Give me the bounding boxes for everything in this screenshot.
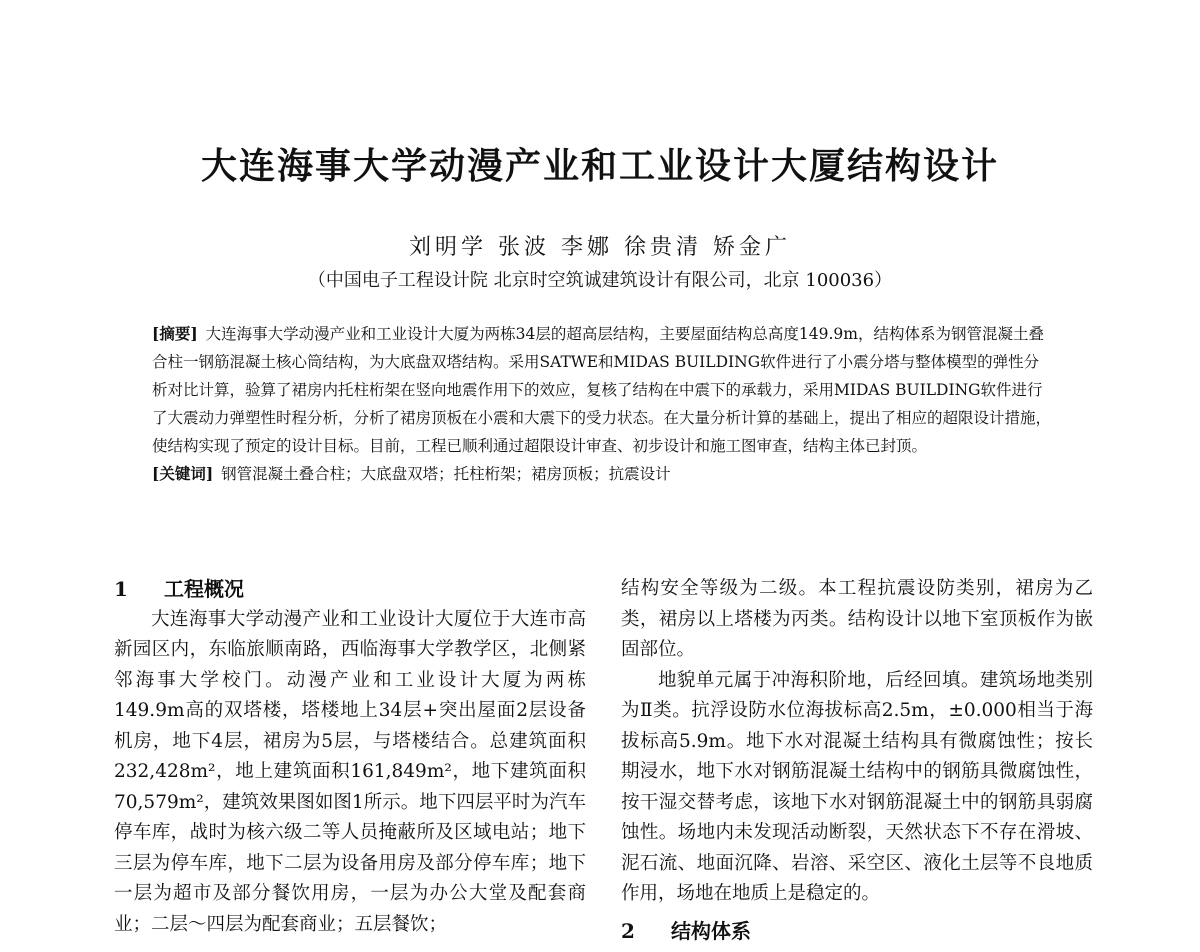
section-1-heading [114, 574, 586, 605]
keywords-text: 钢管混凝土叠合柱；大底盘双塔；托柱桁架；裙房顶板；抗震设计 [221, 465, 671, 483]
section-2-title: 结构体系 [671, 918, 751, 943]
abstract-text: 大连海事大学动漫产业和工业设计大厦为两栋34层的超高层结构，主要屋面结构总高度149.9m，结构体系为钢管混凝土叠合柱一钢筋混凝土核心筒结构，为大底盘双塔结构。采用SATWE和MIDAS BUILDING软件进行了小震分塔与整体模型的弹性分析对比计算，验算了裙房内托柱桁架在竖向地震作用下的效应，复核了结构在中震下的承载力，采用MIDAS BUILDING软件进行了大震动力弹塑性时程分析，分析了裙房顶板在小震和大震下的受力状态。在大量分析计算的基础上，提出了相应的超限设计措施，使结构实现了预定的设计目标。目前，工程已顺利通过超限设计审查、初步设计和施工图审查，结构主体已封顶。 [152, 325, 1052, 455]
right-paragraph-2: 地貌单元属于冲海积阶地，后经回填。建筑场地类别为Ⅱ类。抗浮设防水位海拔标高2.5m，±0.000相当于海拔标高5.9m。地下水对混凝土结构具有微腐蚀性；按长期浸水，地下水对钢筋混凝土结构中的钢筋具微腐蚀性，按干湿交替考虑，该地下水对钢筋混凝土中的钢筋具弱腐蚀性。场地内未发现活动断裂，天然状态下不存在滑坡、泥石流、地面沉降、岩溶、采空区、液化土层等不良地质作用，场地在地质上是稳定的。 [621, 669, 1093, 904]
keywords [152, 460, 1052, 488]
abstract [152, 320, 1052, 460]
abstract-label: [摘要] [152, 324, 198, 343]
paper-title: 大连海事大学动漫产业和工业设计大厦结构设计 [200, 145, 999, 187]
right-column [621, 574, 1093, 946]
section-1-number: 1 [114, 577, 128, 601]
left-column [114, 574, 586, 940]
authors: 刘明学 张波 李娜 徐贵清 矫金广 [409, 235, 791, 260]
affiliation: （中国电子工程设计院 北京时空筑诚建筑设计有限公司，北京 100036） [307, 270, 893, 291]
section-2-number: 2 [621, 918, 635, 943]
section-1-paragraph: 大连海事大学动漫产业和工业设计大厦位于大连市高新园区内，东临旅顺南路，西临海事大学教学区，北侧紧邻海事大学校门。动漫产业和工业设计大厦为两栋149.9m高的双塔楼，塔楼地上34层+突出屋面2层设备机房，地下4层，裙房为5层，与塔楼结合。总建筑面积232,428m²，地上建筑面积161,849m²，地下建筑面积70,579m²，建筑效果图如图1所示。地下四层平时为汽车停车库，战时为核六级二等人员掩蔽所及区域电站；地下三层为停车库，地下二层为设备用房及部分停车库；地下一层为超市及部分餐饮用房，一层为办公大堂及配套商业；二层～四层为配套商业；五层餐饮； [114, 608, 586, 935]
keywords-label: [关键词] [152, 464, 214, 483]
abstract-block [152, 320, 1052, 488]
right-paragraph-1: 结构安全等级为二级。本工程抗震设防类别，裙房为乙类，裙房以上塔楼为丙类。结构设计以地下室顶板作为嵌固部位。 [621, 578, 1093, 660]
section-1-title: 工程概况 [164, 577, 244, 601]
section-2-heading [621, 916, 1093, 947]
